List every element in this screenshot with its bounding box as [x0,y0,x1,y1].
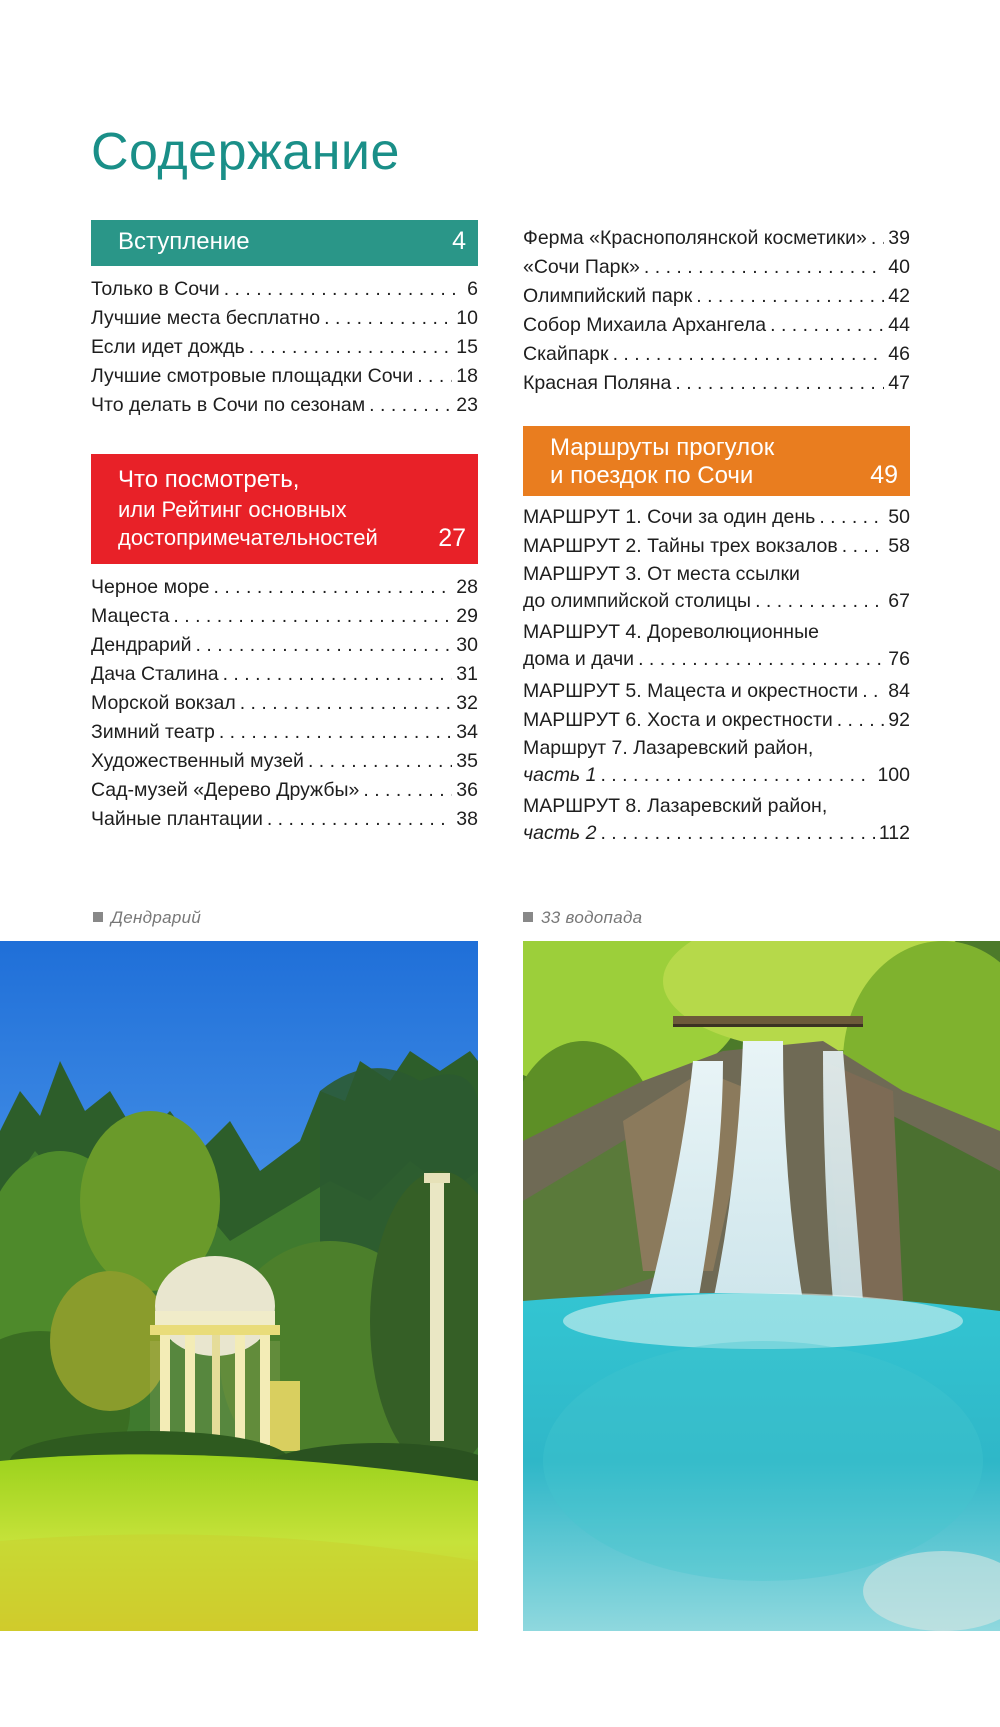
toc-entry-page: 6 [467,278,478,300]
toc-leader-dots [214,573,453,602]
toc-entry-label: дома и дачи [523,648,635,670]
toc-entry-first-line: МАРШРУТ 3. От места ссылки [523,563,800,585]
section-routes-title-line1: Маршруты прогулок [550,434,775,461]
toc-entry-label: Сад-музей «Дерево Дружбы» [91,779,360,801]
toc-entry-label: Дендрарий [91,634,192,656]
toc-leader-dots [675,369,884,398]
toc-entry[interactable] [91,631,478,660]
section-sights-page: 27 [438,524,466,552]
toc-entry[interactable] [91,391,478,420]
toc-leader-dots [696,282,884,311]
toc-entry-label: Чайные плантации [91,808,263,830]
toc-entry[interactable] [91,362,478,391]
section-sights-list [91,573,478,834]
toc-leader-dots [363,776,452,805]
toc-entry-page: 32 [456,692,478,714]
toc-entry-page: 18 [456,365,478,387]
toc-entry-first-line: МАРШРУТ 4. Дореволюционные [523,621,819,643]
toc-entry-label: МАРШРУТ 2. Тайны трех вокзалов [523,535,838,557]
page-title: Содержание [91,123,400,181]
section-routes-header[interactable] [523,426,910,496]
toc-entry-page: 15 [456,336,478,358]
toc-entry-page: 10 [456,307,478,329]
toc-entry-label: Скайпарк [523,343,609,365]
toc-entry-page: 36 [456,779,478,801]
toc-leader-dots [837,706,885,735]
toc-entry-label: МАРШРУТ 5. Мацеста и окрестности [523,680,859,702]
toc-entry-label: «Сочи Парк» [523,256,640,278]
photo-caption-right-text: 33 водопада [541,908,643,927]
toc-entry-first-line: Маршрут 7. Лазаревский район, [523,737,814,759]
toc-leader-dots [219,718,452,747]
toc-entry-page: 47 [888,372,910,394]
toc-entry[interactable] [523,619,910,674]
toc-leader-dots [862,677,884,706]
toc-entry-page: 31 [456,663,478,685]
toc-entry-page: 67 [888,590,910,612]
toc-entry-page: 29 [456,605,478,627]
toc-entry[interactable] [523,735,910,790]
toc-leader-dots [871,224,884,253]
toc-entry[interactable] [523,282,910,311]
toc-entry-page: 58 [888,535,910,557]
toc-entry-label: Собор Михаила Архангела [523,314,767,336]
toc-entry[interactable] [523,532,910,561]
toc-left-column [91,220,478,834]
toc-entry[interactable] [523,224,910,253]
toc-entry-page: 100 [877,764,910,786]
toc-entry-page: 92 [888,709,910,731]
toc-entry[interactable] [523,677,910,706]
section-sights-continued-list [523,224,910,398]
section-intro-header[interactable] [91,220,478,266]
section-sights-header[interactable] [91,454,478,564]
toc-entry[interactable] [523,369,910,398]
waterfall-photo [523,941,1000,1631]
toc-entry[interactable] [91,718,478,747]
toc-entry-page: 30 [456,634,478,656]
toc-leader-dots [638,645,884,674]
toc-entry-page: 46 [888,343,910,365]
toc-leader-dots [249,333,453,362]
toc-entry[interactable] [523,311,910,340]
toc-leader-dots [173,602,452,631]
toc-leader-dots [308,747,452,776]
section-sights-subtitle-line2: достопримечательностей [118,525,378,550]
toc-entry-label: Только в Сочи [91,278,220,300]
toc-entry-page: 35 [456,750,478,772]
toc-leader-dots [842,532,885,561]
toc-entry[interactable] [91,805,478,834]
square-bullet-icon [523,912,533,922]
section-intro-page: 4 [452,227,466,255]
toc-entry[interactable] [523,503,910,532]
toc-entry-label: Если идет дождь [91,336,245,358]
toc-leader-dots [613,340,885,369]
toc-entry-label: до олимпийской столицы [523,590,752,612]
toc-entry-page: 112 [878,822,910,844]
toc-entry-label: Черное море [91,576,210,598]
toc-entry-label: Мацеста [91,605,170,627]
toc-leader-dots [267,805,452,834]
toc-right-column [523,224,910,851]
toc-entry-label: Ферма «Краснополянской косметики» [523,227,867,249]
toc-entry[interactable] [91,304,478,333]
toc-entry-page: 44 [888,314,910,336]
toc-entry-label: Красная Поляна [523,372,672,394]
section-routes-list [523,503,910,848]
toc-entry-label: Дача Сталина [91,663,219,685]
toc-entry-page: 40 [888,256,910,278]
section-sights-title: Что посмотреть, [118,466,300,493]
toc-entry-label: Олимпийский парк [523,285,693,307]
section-routes-page: 49 [870,461,898,489]
toc-entry[interactable] [523,340,910,369]
toc-entry[interactable] [91,602,478,631]
toc-entry-label: Что делать в Сочи по сезонам [91,394,366,416]
toc-entry[interactable] [523,793,910,848]
toc-entry-label: Лучшие смотровые площадки Сочи [91,365,414,387]
photo-caption-left [93,908,201,928]
toc-entry[interactable] [91,573,478,602]
toc-entry[interactable] [91,776,478,805]
toc-entry[interactable] [91,275,478,304]
dendrarium-photo [0,941,478,1631]
toc-entry-page: 23 [456,394,478,416]
toc-leader-dots [224,275,463,304]
toc-leader-dots [369,391,452,420]
toc-entry-label: МАРШРУТ 6. Хоста и окрестности [523,709,833,731]
section-intro-title: Вступление [118,228,250,255]
toc-entry[interactable] [91,689,478,718]
toc-entry[interactable] [91,333,478,362]
toc-leader-dots [819,503,884,532]
toc-entry-label: Художественный музей [91,750,304,772]
toc-entry-page: 50 [888,506,910,528]
toc-entry-page: 28 [456,576,478,598]
toc-entry-label: Лучшие места бесплатно [91,307,321,329]
toc-leader-dots [600,819,874,848]
section-intro-list [91,275,478,420]
toc-entry-label: МАРШРУТ 1. Сочи за один день [523,506,816,528]
toc-entry-page: 84 [888,680,910,702]
toc-entry-first-line: МАРШРУТ 8. Лазаревский район, [523,795,828,817]
toc-entry[interactable] [91,660,478,689]
photo-caption-left-text: Дендрарий [111,908,202,927]
toc-entry[interactable] [523,561,910,616]
section-sights-subtitle-line1: или Рейтинг основных [118,497,347,522]
toc-entry-label: часть 1 [523,764,597,786]
toc-leader-dots [600,761,873,790]
toc-leader-dots [223,660,453,689]
toc-entry-page: 39 [888,227,910,249]
toc-entry-page: 76 [888,648,910,670]
section-routes-title-line2: и поездок по Сочи [550,462,754,489]
square-bullet-icon [93,912,103,922]
toc-leader-dots [196,631,453,660]
toc-entry[interactable] [523,706,910,735]
toc-leader-dots [417,362,452,391]
toc-entry-label: часть 2 [523,822,597,844]
toc-leader-dots [770,311,884,340]
toc-entry-page: 42 [888,285,910,307]
toc-entry[interactable] [523,253,910,282]
toc-entry-page: 38 [456,808,478,830]
toc-leader-dots [755,587,884,616]
toc-leader-dots [644,253,884,282]
toc-entry-page: 34 [456,721,478,743]
toc-leader-dots [240,689,453,718]
toc-entry[interactable] [91,747,478,776]
photo-caption-right [523,908,642,928]
toc-entry-label: Морской вокзал [91,692,236,714]
toc-entry-label: Зимний театр [91,721,215,743]
toc-leader-dots [324,304,452,333]
